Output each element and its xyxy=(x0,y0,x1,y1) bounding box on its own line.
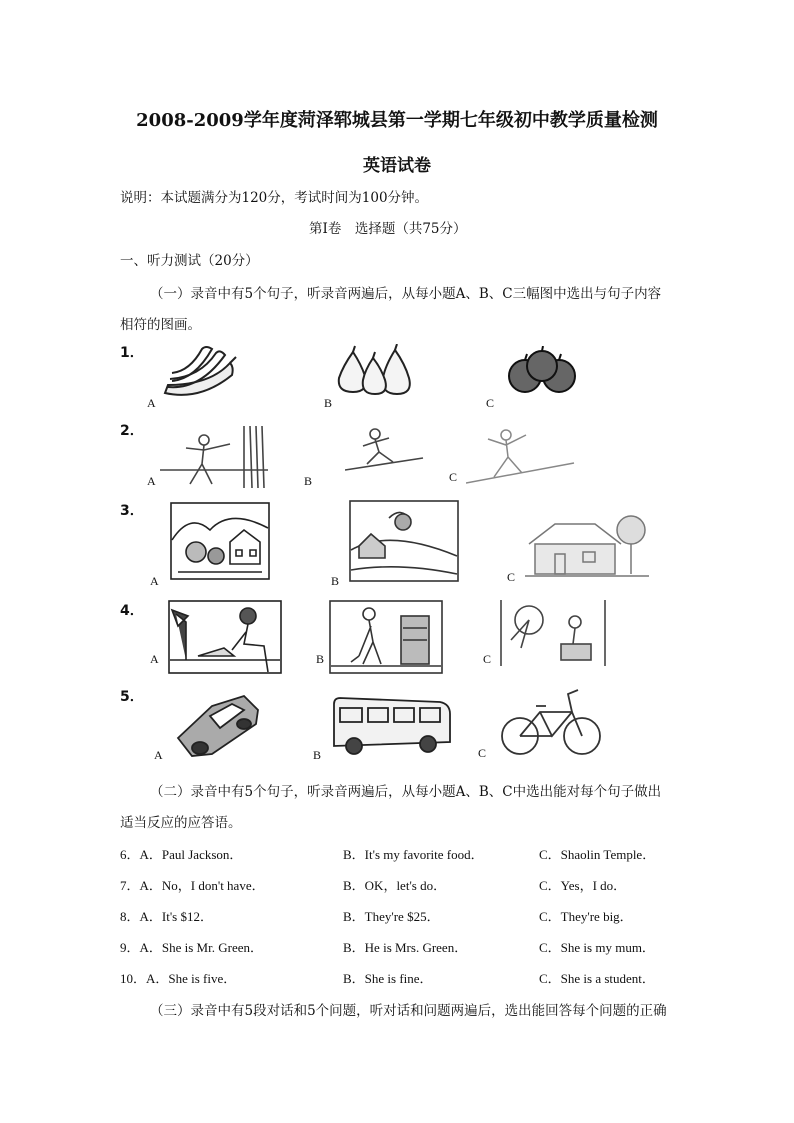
house-hill-illustration xyxy=(349,500,459,582)
question-option-a: 6．A．Paul Jackson． xyxy=(120,847,243,862)
question-option-a: 9．A．She is Mr. Green． xyxy=(120,940,263,955)
option-a-label: A xyxy=(150,574,159,588)
picture-row-number: 5． xyxy=(120,689,144,705)
option-b-label: B xyxy=(304,474,313,488)
bananas-illustration xyxy=(160,345,240,401)
boy-running-illustration xyxy=(345,428,425,473)
option-c-label: C xyxy=(449,470,458,484)
picture-row-number: 4． xyxy=(120,603,144,619)
girl-cycling-illustration xyxy=(493,600,613,666)
question-option-b: B．She is fine． xyxy=(343,971,433,986)
section-heading: 一、听力测试（20分） xyxy=(120,253,259,269)
boy-sweeping-illustration xyxy=(329,600,443,674)
option-c-label: C xyxy=(507,570,516,584)
picture-row-number: 3． xyxy=(120,503,144,519)
girl-writing-illustration xyxy=(168,600,282,674)
question-option-b: B．It's my favorite food． xyxy=(343,847,484,862)
option-b-label: B xyxy=(331,574,340,588)
village-houses-illustration xyxy=(170,502,270,580)
option-a-label: A xyxy=(154,748,163,762)
question-option-a: 10．A．She is five． xyxy=(120,971,237,986)
question-option-c: C．Shaolin Temple． xyxy=(539,847,656,862)
question-option-c: C．She is my mum． xyxy=(539,940,655,955)
option-c-label: C xyxy=(486,396,495,410)
instruction-2-line1: （二）录音中有5个句子，听录音两遍后，从每小题A、B、C中选出能对每个句子做出 xyxy=(150,784,662,800)
instruction-3-line1: （三）录音中有5段对话和5个问题，听对话和问题两遍后，选出能回答每个问题的正确 xyxy=(150,1003,667,1019)
apples-illustration xyxy=(505,346,580,396)
option-c-label: C xyxy=(478,746,487,760)
option-b-label: B xyxy=(316,652,325,666)
page-subtitle: 英语试卷 xyxy=(363,156,431,176)
exam-note: 说明：本试题满分为120分，考试时间为100分钟。 xyxy=(120,190,429,206)
question-option-a: 8．A．It's $12． xyxy=(120,909,213,924)
girl-skating-illustration xyxy=(466,425,576,485)
option-c-label: C xyxy=(483,652,492,666)
question-option-b: B．They're $25． xyxy=(343,909,440,924)
bicycle-illustration xyxy=(496,684,606,758)
option-b-label: B xyxy=(313,748,322,762)
option-a-label: A xyxy=(147,474,156,488)
option-b-label: B xyxy=(324,396,333,410)
question-option-a: 7．A．No，I don't have． xyxy=(120,878,265,893)
bus-illustration xyxy=(330,694,455,756)
instruction-2-line2: 适当反应的应答语。 xyxy=(120,815,242,831)
option-a-label: A xyxy=(150,652,159,666)
page-title: 2008-2009学年度菏泽郓城县第一学期七年级初中教学质量检测 xyxy=(136,110,658,131)
girl-dancing-illustration xyxy=(160,426,270,488)
question-option-c: C．Yes，I do． xyxy=(539,878,627,893)
instruction-1-line2: 相符的图画。 xyxy=(120,317,201,333)
part-heading: 第Ⅰ卷 选择题（共75分） xyxy=(309,221,467,237)
question-option-b: B．OK，let's do． xyxy=(343,878,447,893)
car-illustration xyxy=(172,688,262,760)
option-a-label: A xyxy=(147,396,156,410)
picture-row-number: 1． xyxy=(120,345,144,361)
pears-illustration xyxy=(333,344,418,396)
farmhouse-illustration xyxy=(525,500,650,580)
question-option-c: C．She is a student． xyxy=(539,971,655,986)
question-option-c: C．They're big． xyxy=(539,909,633,924)
question-option-b: B．He is Mrs. Green． xyxy=(343,940,468,955)
picture-row-number: 2． xyxy=(120,423,144,439)
instruction-1-line1: （一）录音中有5个句子，听录音两遍后，从每小题A、B、C三幅图中选出与句子内容 xyxy=(150,286,662,302)
